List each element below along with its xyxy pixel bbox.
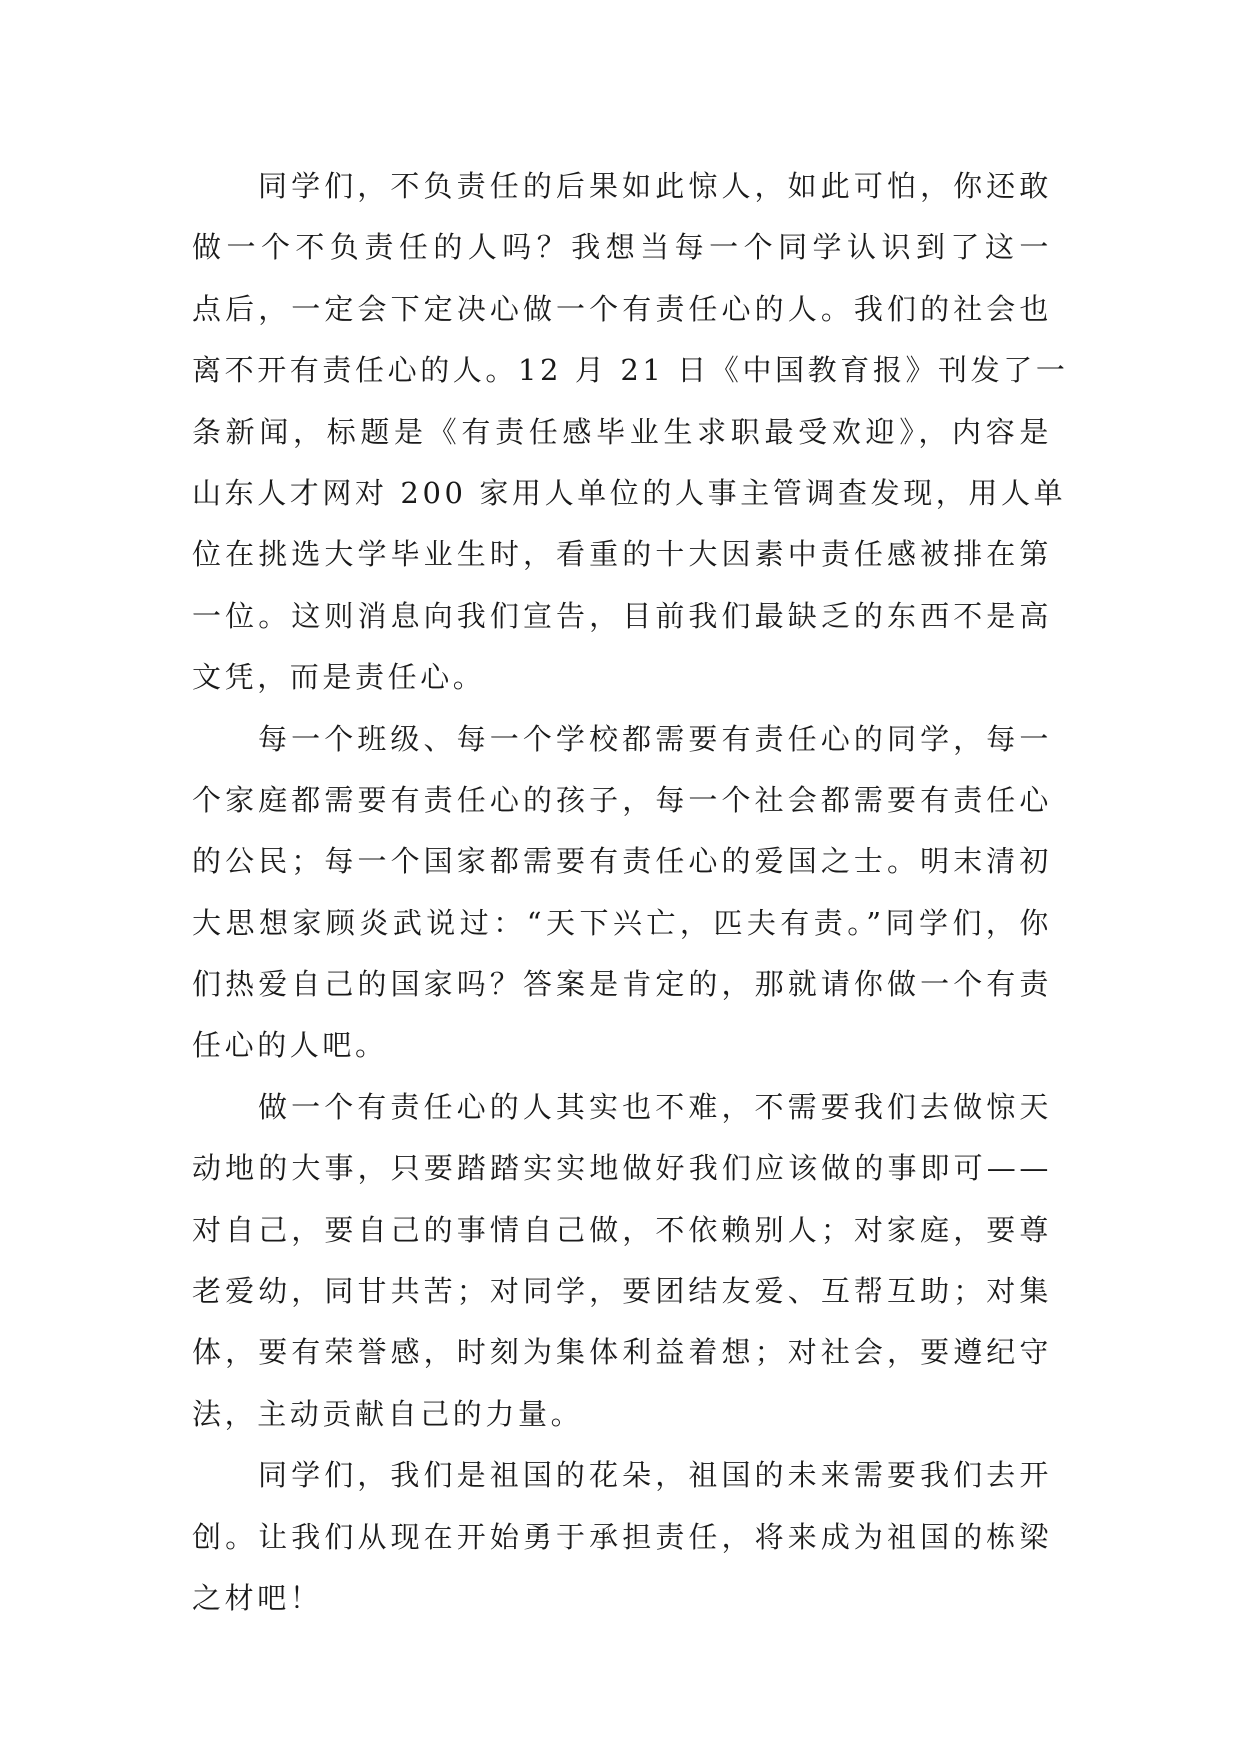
paragraph-1-line-4: 离不开有责任心的人。12 月 21 日《中国教育报》刊发了一: [192, 353, 1069, 388]
paragraph-4-line-1: 同学们，我们是祖国的花朵，祖国的未来需要我们去开: [258, 1458, 1052, 1493]
paragraph-4-line-3: 之材吧！: [192, 1580, 323, 1615]
paragraph-2-line-5: 们热爱自己的国家吗？答案是肯定的，那就请你做一个有责: [192, 967, 1052, 1002]
paragraph-1-line-7: 位在挑选大学毕业生时，看重的十大因素中责任感被排在第: [192, 537, 1052, 572]
paragraph-1-line-1: 同学们，不负责任的后果如此惊人，如此可怕，你还敢: [258, 169, 1052, 203]
paragraph-2-line-2: 个家庭都需要有责任心的孩子，每一个社会都需要有责任心: [192, 782, 1052, 817]
paragraph-1-line-5: 条新闻，标题是《有责任感毕业生求职最受欢迎》，内容是: [192, 414, 1052, 449]
paragraph-1-line-2: 做一个不负责任的人吗？我想当每一个同学认识到了这一: [192, 230, 1052, 265]
paragraph-2-line-1: 每一个班级、每一个学校都需要有责任心的同学，每一: [258, 721, 1052, 756]
paragraph-1-line-9: 文凭，而是责任心。: [192, 660, 486, 695]
document-body: [192, 156, 1069, 1629]
paragraph-2-line-6: 任心的人吧。: [192, 1028, 388, 1063]
paragraph-3-line-5: 体，要有荣誉感，时刻为集体利益着想；对社会，要遵纪守: [192, 1335, 1052, 1370]
paragraph-1-line-3: 点后，一定会下定决心做一个有责任心的人。我们的社会也: [192, 291, 1052, 326]
paragraph-1-line-6: 山东人才网对 200 家用人单位的人事主管调查发现，用人单: [192, 475, 1067, 510]
paragraph-3-line-3: 对自己，要自己的事情自己做，不依赖别人；对家庭，要尊: [192, 1212, 1052, 1247]
paragraph-3-line-2: 动地的大事，只要踏踏实实地做好我们应该做的事即可——: [192, 1151, 1052, 1186]
paragraph-3-line-6: 法，主动贡献自己的力量。: [192, 1396, 584, 1431]
paragraph-3-line-4: 老爱幼，同甘共苦；对同学，要团结友爱、互帮互助；对集: [192, 1274, 1052, 1309]
paragraph-2-line-4: 大思想家顾炎武说过：“天下兴亡，匹夫有责。”同学们，你: [192, 905, 1052, 940]
paragraph-3-line-1: 做一个有责任心的人其实也不难，不需要我们去做惊天: [258, 1089, 1052, 1124]
paragraph-1-line-8: 一位。这则消息向我们宣告，目前我们最缺乏的东西不是高: [192, 598, 1052, 633]
paragraph-2-line-3: 的公民；每一个国家都需要有责任心的爱国之士。明末清初: [192, 844, 1052, 879]
paragraph-4-line-2: 创。让我们从现在开始勇于承担责任，将来成为祖国的栋梁: [192, 1519, 1052, 1554]
